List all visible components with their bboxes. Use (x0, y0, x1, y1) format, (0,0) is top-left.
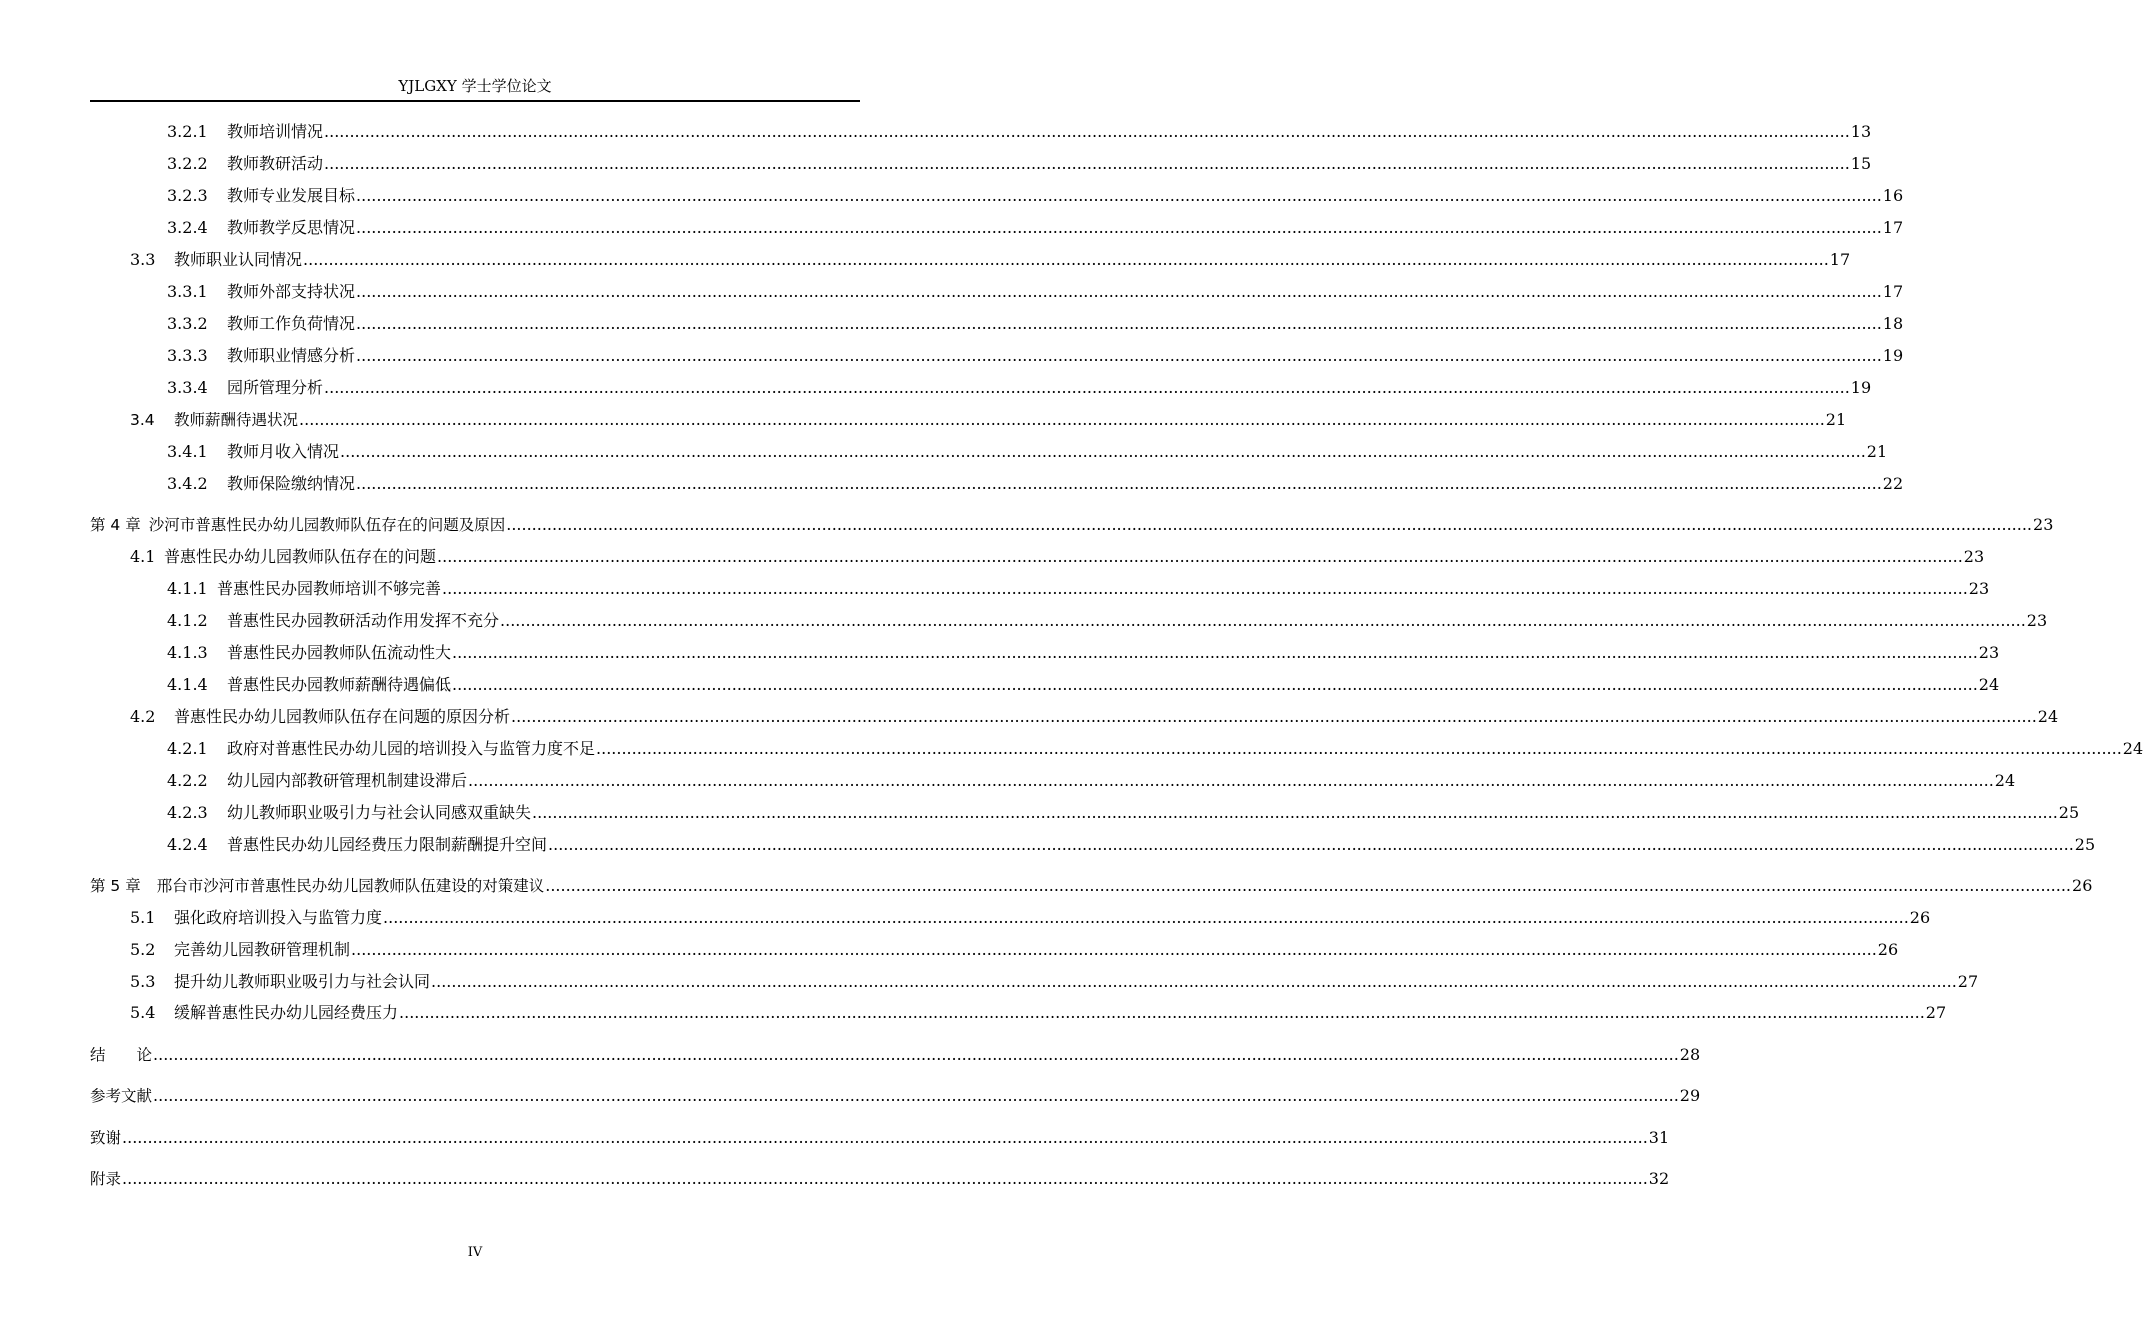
toc-entry-page: 24 (2037, 707, 2059, 726)
toc-dot-leader: ............................................................................................................................................................................................................................................................................................................ (356, 474, 1882, 493)
toc-entry-number: 4.2.1 (167, 739, 208, 758)
toc-entry-number: 3.3.4 (167, 378, 208, 397)
toc-entry-3-3[interactable] (130, 246, 1851, 270)
toc-entry-title: 教师职业认同情况 (174, 250, 303, 269)
toc-entry-title: 普惠性民办园教研活动作用发挥不充分 (227, 611, 500, 630)
toc-entry-number: 3.2.4 (167, 218, 208, 237)
toc-entry-3-2-3[interactable] (167, 182, 1904, 206)
toc-entry-number: 3.4 (130, 411, 155, 429)
toc-entry-title: 普惠性民办园教师培训不够完善 (217, 579, 442, 598)
toc-entry-title: 普惠性民办幼儿园经费压力限制薪酬提升空间 (227, 835, 548, 854)
toc-entry-number: 4.1 (130, 547, 156, 566)
toc-entry-page: 25 (2058, 803, 2080, 822)
toc-entry-number: 4.1.2 (167, 611, 208, 630)
toc-entry-number: 5.1 (130, 908, 156, 927)
toc-dot-leader: ............................................................................................................................................................................................................................................................................................................ (351, 940, 1877, 959)
toc-entry-number: 第 5 章 (90, 877, 141, 895)
toc-entry-title: 教师保险缴纳情况 (227, 474, 356, 493)
toc-dot-leader: ............................................................................................................................................................................................................................................................................................................ (545, 876, 2072, 895)
toc-entry-number: 4.1.3 (167, 643, 208, 662)
toc-entry-page: 24 (2122, 739, 2143, 758)
toc-entry-title: 教师教学反思情况 (227, 218, 356, 237)
toc-dot-leader: ............................................................................................................................................................................................................................................................................................................ (452, 675, 1978, 694)
toc-dot-leader: ............................................................................................................................................................................................................................................................................................................ (437, 547, 1963, 566)
toc-entry-page: 25 (2074, 835, 2096, 854)
toc-entry-appendix[interactable] (90, 1165, 1670, 1189)
toc-dot-leader: ............................................................................................................................................................................................................................................................................................................ (442, 579, 1968, 598)
toc-entry-5-3[interactable] (130, 968, 1979, 992)
toc-entry-4-1-3[interactable] (167, 639, 2000, 663)
toc-dot-leader: ............................................................................................................................................................................................................................................................................................................ (356, 314, 1882, 333)
toc-entry-number: 第 4 章 (90, 516, 141, 534)
toc-dot-leader: ............................................................................................................................................................................................................................................................................................................ (122, 1169, 1648, 1188)
toc-entry-3-3-2[interactable] (167, 310, 1904, 334)
toc-entry-title: 教师专业发展目标 (227, 186, 356, 205)
toc-entry-number: 5.2 (130, 940, 156, 959)
toc-entry-4-1-1[interactable] (167, 575, 1990, 599)
toc-entry-page: 32 (1648, 1169, 1670, 1188)
toc-dot-leader: ............................................................................................................................................................................................................................................................................................................ (122, 1128, 1648, 1147)
toc-entry-page: 23 (2026, 611, 2048, 630)
toc-entry-number: 4.1.1 (167, 579, 208, 598)
toc-entry-5-4[interactable] (130, 999, 1947, 1023)
toc-entry-page: 27 (1957, 972, 1979, 991)
page-header: YJLGXY 学士学位论文 (398, 77, 552, 95)
page-number: IV (467, 1245, 483, 1260)
toc-entry-title: 教师培训情况 (227, 122, 324, 141)
toc-entry-4-1[interactable] (130, 543, 1985, 567)
toc-entry-4-2[interactable] (130, 703, 2059, 727)
toc-entry-3-2-4[interactable] (167, 214, 1904, 238)
toc-entry-references[interactable] (90, 1082, 1701, 1106)
toc-entry-number: 5.4 (130, 1003, 156, 1022)
toc-dot-leader: ............................................................................................................................................................................................................................................................................................................ (511, 707, 2037, 726)
toc-entry-4-1-2[interactable] (167, 607, 2048, 631)
toc-entry-page: 17 (1829, 250, 1851, 269)
toc-entry-title: 普惠性民办园教师薪酬待遇偏低 (227, 675, 452, 694)
toc-entry-4-2-1[interactable] (167, 735, 2143, 759)
toc-entry-5-2[interactable] (130, 936, 1899, 960)
toc-entry-title: 教师教研活动 (227, 154, 324, 173)
toc-entry-chapter-5[interactable] (90, 872, 2093, 896)
toc-entry-acknowledgements[interactable] (90, 1124, 1670, 1148)
toc-entry-5-1[interactable] (130, 904, 1931, 928)
toc-entry-title: 园所管理分析 (227, 378, 324, 397)
toc-dot-leader: ............................................................................................................................................................................................................................................................................................................ (431, 972, 1957, 991)
toc-entry-number: 3.3.2 (167, 314, 208, 333)
toc-entry-page: 19 (1882, 346, 1904, 365)
toc-entry-title: 缓解普惠性民办幼儿园经费压力 (174, 1003, 399, 1022)
toc-entry-title: 普惠性民办幼儿园教师队伍存在问题的原因分析 (174, 707, 511, 726)
toc-entry-3-4-1[interactable] (167, 438, 1888, 462)
toc-entry-4-2-3[interactable] (167, 799, 2080, 823)
toc-entry-page: 23 (2033, 515, 2054, 534)
toc-entry-3-3-4[interactable] (167, 374, 1872, 398)
toc-entry-page: 23 (1963, 547, 1985, 566)
toc-entry-number: 3.4.2 (167, 474, 208, 493)
toc-entry-title: 邢台市沙河市普惠性民办幼儿园教师队伍建设的对策建议 (156, 877, 545, 895)
toc-dot-leader: ............................................................................................................................................................................................................................................................................................................ (356, 282, 1882, 301)
toc-entry-title: 提升幼儿教师职业吸引力与社会认同 (174, 972, 431, 991)
toc-entry-3-4-2[interactable] (167, 470, 1904, 494)
toc-dot-leader: ............................................................................................................................................................................................................................................................................................................ (340, 442, 1866, 461)
toc-entry-title: 结 论 (90, 1046, 153, 1064)
toc-entry-number: 5.3 (130, 972, 156, 991)
toc-entry-title: 完善幼儿园教研管理机制 (174, 940, 351, 959)
toc-dot-leader: ............................................................................................................................................................................................................................................................................................................ (399, 1003, 1925, 1022)
toc-dot-leader: ............................................................................................................................................................................................................................................................................................................ (500, 611, 2026, 630)
toc-entry-title: 普惠性民办园教师队伍流动性大 (227, 643, 452, 662)
toc-dot-leader: ............................................................................................................................................................................................................................................................................................................ (153, 1086, 1679, 1105)
toc-dot-leader: ............................................................................................................................................................................................................................................................................................................ (303, 250, 1829, 269)
toc-entry-4-1-4[interactable] (167, 671, 2000, 695)
toc-entry-page: 15 (1850, 154, 1872, 173)
toc-entry-page: 27 (1925, 1003, 1947, 1022)
toc-entry-3-2-1[interactable] (167, 118, 1872, 142)
toc-entry-page: 26 (1877, 940, 1899, 959)
toc-entry-3-3-1[interactable] (167, 278, 1904, 302)
toc-dot-leader: ............................................................................................................................................................................................................................................................................................................ (324, 378, 1850, 397)
toc-dot-leader: ............................................................................................................................................................................................................................................................................................................ (356, 186, 1882, 205)
toc-entry-title: 附录 (90, 1170, 122, 1188)
toc-entry-title: 幼儿教师职业吸引力与社会认同感双重缺失 (227, 803, 532, 822)
toc-entry-4-2-2[interactable] (167, 767, 2016, 791)
toc-entry-3-4[interactable] (130, 406, 1847, 430)
toc-entry-number: 3.2.3 (167, 186, 208, 205)
toc-dot-leader: ............................................................................................................................................................................................................................................................................................................ (548, 835, 2074, 854)
toc-entry-page: 16 (1882, 186, 1904, 205)
toc-entry-number: 3.4.1 (167, 442, 208, 461)
toc-entry-title: 教师职业情感分析 (227, 346, 356, 365)
toc-entry-page: 17 (1882, 282, 1904, 301)
toc-entry-title: 教师薪酬待遇状况 (174, 411, 299, 429)
toc-dot-leader: ............................................................................................................................................................................................................................................................................................................ (596, 739, 2122, 758)
toc-entry-number: 3.3.3 (167, 346, 208, 365)
toc-entry-title: 幼儿园内部教研管理机制建设滞后 (227, 771, 468, 790)
toc-entry-page: 18 (1882, 314, 1904, 333)
toc-entry-page: 21 (1825, 410, 1847, 429)
toc-entry-number: 4.2.4 (167, 835, 208, 854)
toc-entry-title: 教师工作负荷情况 (227, 314, 356, 333)
toc-entry-chapter-4[interactable] (90, 511, 2054, 535)
toc-entry-number: 4.2.2 (167, 771, 208, 790)
toc-entry-title: 沙河市普惠性民办幼儿园教师队伍存在的问题及原因 (148, 516, 506, 534)
toc-entry-page: 26 (2072, 876, 2093, 895)
toc-entry-number: 3.3.1 (167, 282, 208, 301)
toc-entry-page: 19 (1850, 378, 1872, 397)
toc-dot-leader: ............................................................................................................................................................................................................................................................................................................ (324, 122, 1850, 141)
toc-entry-4-2-4[interactable] (167, 831, 2096, 855)
toc-dot-leader: ............................................................................................................................................................................................................................................................................................................ (153, 1045, 1679, 1064)
toc-entry-title: 教师月收入情况 (227, 442, 340, 461)
toc-dot-leader: ............................................................................................................................................................................................................................................................................................................ (356, 218, 1882, 237)
toc-entry-3-2-2[interactable] (167, 150, 1872, 174)
toc-entry-number: 3.2.2 (167, 154, 208, 173)
toc-entry-page: 31 (1648, 1128, 1670, 1147)
toc-entry-page: 21 (1866, 442, 1888, 461)
toc-entry-page: 23 (1978, 643, 2000, 662)
toc-entry-number: 3.2.1 (167, 122, 208, 141)
toc-entry-title: 政府对普惠性民办幼儿园的培训投入与监管力度不足 (227, 739, 596, 758)
toc-entry-title: 致谢 (90, 1129, 122, 1147)
toc-entry-page: 24 (1978, 675, 2000, 694)
toc-entry-page: 13 (1850, 122, 1872, 141)
toc-dot-leader: ............................................................................................................................................................................................................................................................................................................ (506, 515, 2033, 534)
toc-entry-page: 23 (1968, 579, 1990, 598)
toc-entry-title: 教师外部支持状况 (227, 282, 356, 301)
toc-entry-page: 26 (1909, 908, 1931, 927)
header-rule (90, 100, 860, 102)
toc-dot-leader: ............................................................................................................................................................................................................................................................................................................ (383, 908, 1909, 927)
toc-entry-title: 参考文献 (90, 1087, 153, 1105)
toc-entry-page: 29 (1679, 1086, 1701, 1105)
toc-dot-leader: ............................................................................................................................................................................................................................................................................................................ (299, 410, 1825, 429)
toc-dot-leader: ............................................................................................................................................................................................................................................................................................................ (356, 346, 1882, 365)
toc-entry-page: 28 (1679, 1045, 1701, 1064)
toc-entry-title: 普惠性民办幼儿园教师队伍存在的问题 (164, 547, 437, 566)
toc-dot-leader: ............................................................................................................................................................................................................................................................................................................ (324, 154, 1850, 173)
toc-entry-number: 4.1.4 (167, 675, 208, 694)
toc-entry-page: 17 (1882, 218, 1904, 237)
toc-entry-number: 4.2.3 (167, 803, 208, 822)
toc-entry-title: 强化政府培训投入与监管力度 (174, 908, 383, 927)
toc-entry-page: 24 (1994, 771, 2016, 790)
toc-dot-leader: ............................................................................................................................................................................................................................................................................................................ (468, 771, 1994, 790)
toc-dot-leader: ............................................................................................................................................................................................................................................................................................................ (532, 803, 2058, 822)
toc-entry-number: 3.3 (130, 250, 156, 269)
toc-entry-page: 22 (1882, 474, 1904, 493)
toc-entry-3-3-3[interactable] (167, 342, 1904, 366)
toc-entry-number: 4.2 (130, 707, 156, 726)
toc-entry-conclusion[interactable] (90, 1041, 1701, 1065)
toc-dot-leader: ............................................................................................................................................................................................................................................................................................................ (452, 643, 1978, 662)
